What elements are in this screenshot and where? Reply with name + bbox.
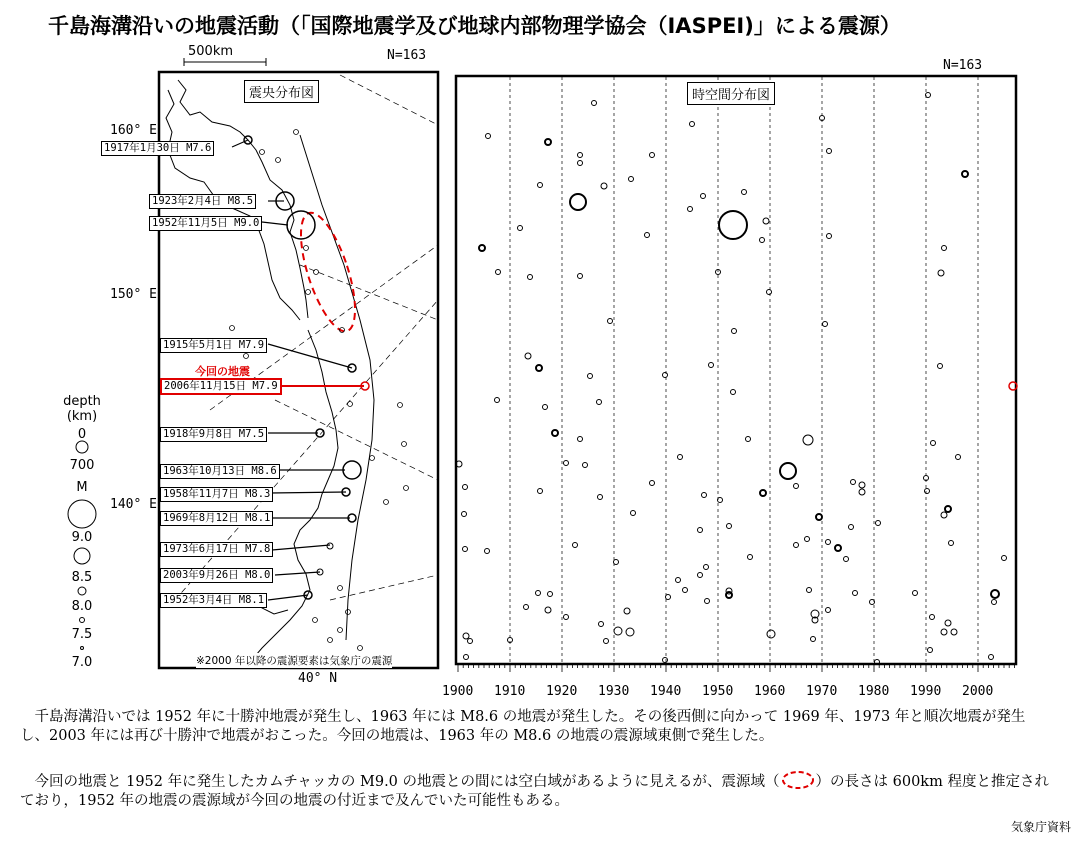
legend-m-85: 8.5 xyxy=(71,570,93,585)
timespace-point xyxy=(678,455,683,460)
description-paragraph-1: 千島海溝沿いでは 1952 年に十勝沖地震が発生し、1963 年には M8.6 の地震が発生した。その後西側に向かって 1969 年、1973 年と順次地震が発生し、2003 年には再び十勝沖で地震がおこった。今回の地震は、1963 年の M8.6 の地震の震源域東側で発生した。 xyxy=(20,709,1026,744)
timespace-point xyxy=(614,560,619,565)
timespace-point xyxy=(650,153,655,158)
timespace-point xyxy=(598,495,603,500)
timespace-point xyxy=(479,245,485,251)
timespace-point xyxy=(767,290,772,295)
timespace-point xyxy=(931,441,936,446)
timespace-point xyxy=(949,541,954,546)
timespace-point xyxy=(538,489,543,494)
timespace-point xyxy=(564,461,569,466)
timespace-point xyxy=(780,463,796,479)
timespace-point xyxy=(698,528,703,533)
leader-lines xyxy=(232,140,352,600)
timespace-point xyxy=(941,512,947,518)
timespace-point xyxy=(564,615,569,620)
timespace-point xyxy=(608,319,613,324)
timespace-point xyxy=(528,275,533,280)
timespace-points xyxy=(456,93,1007,665)
timespace-point xyxy=(849,525,854,530)
timespace-point xyxy=(545,607,551,613)
x-tick-1910: 1910 xyxy=(494,684,526,699)
timespace-point xyxy=(573,543,578,548)
timespace-point xyxy=(604,639,609,644)
timespace-point xyxy=(688,207,693,212)
timespace-point xyxy=(951,629,957,635)
timespace-point xyxy=(1002,556,1007,561)
paragraph-2-part-2: ）の長さは 600km 程度と推定されており，1952 年の地震の震源域が今回の地震の付近まで及んでいた可能性もある。 xyxy=(20,774,1049,809)
figure-title: 千島海溝沿いの地震活動（「国際地震学及び地球内部物理学協会（IASPEI)」による震源） xyxy=(48,14,901,38)
x-tick-1930: 1930 xyxy=(598,684,630,699)
timespace-point xyxy=(495,398,500,403)
timespace-point xyxy=(925,489,930,494)
legend-m-75: 7.5 xyxy=(71,627,93,642)
timespace-point xyxy=(485,549,490,554)
timespace-point xyxy=(805,537,810,542)
event-label: 1973年6月17日 M7.8 xyxy=(160,542,273,557)
timespace-point xyxy=(614,627,622,635)
timespace-point xyxy=(709,363,714,368)
timespace-point xyxy=(578,153,583,158)
legend-depth-unit: (km) xyxy=(66,409,98,424)
timespace-point xyxy=(930,615,935,620)
timespace-point xyxy=(827,234,832,239)
timespace-point xyxy=(705,599,710,604)
timespace-point xyxy=(732,329,737,334)
scale-label: 500km xyxy=(188,44,234,59)
legend-depth xyxy=(55,394,109,424)
x-tick-1900: 1900 xyxy=(442,684,474,699)
timespace-point xyxy=(543,405,548,410)
x-tick-1990: 1990 xyxy=(910,684,942,699)
x-tick-2000: 2000 xyxy=(962,684,994,699)
timespace-point xyxy=(631,511,636,516)
timespace-point xyxy=(913,591,918,596)
current-quake-label: 2006年11月15日 M7.9 xyxy=(160,378,282,395)
event-label: 1969年8月12日 M8.1 xyxy=(160,511,273,526)
timespace-point xyxy=(794,543,799,548)
timespace-point xyxy=(859,489,865,495)
timespace-point xyxy=(626,628,634,636)
lat-label-150: 150° E xyxy=(110,287,157,302)
timespace-point xyxy=(496,270,501,275)
timespace-panel-label: 時空間分布図 xyxy=(687,82,775,105)
timespace-point xyxy=(945,620,951,626)
x-tick-1950: 1950 xyxy=(702,684,734,699)
timespace-point xyxy=(597,400,602,405)
timespace-point xyxy=(719,211,747,239)
timespace-point xyxy=(870,600,875,605)
timespace-point xyxy=(718,498,723,503)
timespace-point xyxy=(989,655,994,660)
timespace-point xyxy=(826,540,831,545)
event-label: 1952年3月4日 M8.1 xyxy=(160,593,267,608)
trench-line xyxy=(300,135,374,640)
event-label: 1917年1月30日 M7.6 xyxy=(101,141,214,156)
timespace-point xyxy=(726,592,732,598)
timespace-point xyxy=(578,161,583,166)
timespace-count: N=163 xyxy=(943,58,983,73)
timespace-point xyxy=(760,238,765,243)
event-label: 1958年11月7日 M8.3 xyxy=(160,487,273,502)
timespace-point xyxy=(767,630,775,638)
event-label: 1918年9月8日 M7.5 xyxy=(160,427,267,442)
timespace-point xyxy=(663,373,668,378)
timespace-point xyxy=(763,218,769,224)
timespace-point xyxy=(683,588,688,593)
timespace-point xyxy=(663,658,668,663)
timespace-point xyxy=(851,480,856,485)
timespace-point xyxy=(676,578,681,583)
lat-label-140: 140° E xyxy=(110,497,157,512)
legend-depth-label: depth xyxy=(63,394,101,409)
timespace-point xyxy=(588,374,593,379)
timespace-point xyxy=(463,485,468,490)
timespace-point xyxy=(823,322,828,327)
timespace-point xyxy=(518,226,523,231)
timespace-point xyxy=(941,629,947,635)
timespace-point xyxy=(746,437,751,442)
description-paragraph-2 xyxy=(20,770,1050,811)
timespace-point xyxy=(548,592,553,597)
timespace-point xyxy=(827,149,832,154)
timespace-point xyxy=(698,573,703,578)
timespace-point xyxy=(727,524,732,529)
timespace-point xyxy=(704,565,709,570)
timespace-point xyxy=(844,557,849,562)
timespace-point xyxy=(748,555,753,560)
timespace-point xyxy=(486,134,491,139)
timespace-point xyxy=(592,101,597,106)
timespace-point xyxy=(578,274,583,279)
scale-bar xyxy=(184,58,266,66)
source-credit: 気象庁資料 xyxy=(1010,820,1071,834)
paragraph-2-part-1: 今回の地震と 1952 年に発生したカムチャッカの M9.0 の地震との間には空白域があるように見えるが、震源域（ xyxy=(20,774,780,790)
timespace-point xyxy=(859,482,865,488)
legend-m-80: 8.0 xyxy=(71,599,93,614)
timespace-point xyxy=(464,655,469,660)
timespace-point xyxy=(794,484,799,489)
timespace-point xyxy=(463,547,468,552)
source-region-symbol xyxy=(780,770,816,790)
timespace-point xyxy=(525,353,531,359)
map-note: ※2000 年以降の震源要素は気象庁の震源 xyxy=(196,655,393,667)
timespace-point xyxy=(807,588,812,593)
legend-depth-700: 700 xyxy=(69,458,95,473)
timespace-point xyxy=(853,591,858,596)
timespace-point xyxy=(463,633,469,639)
timespace-point xyxy=(942,246,947,251)
x-tick-1970: 1970 xyxy=(806,684,838,699)
timespace-point xyxy=(666,595,671,600)
timespace-point xyxy=(702,493,707,498)
current-quake-title: 今回の地震 xyxy=(195,365,250,378)
timespace-point xyxy=(835,545,841,551)
timespace-point xyxy=(760,490,766,496)
event-label: 1923年2月4日 M8.5 xyxy=(149,194,256,209)
legend-m-label: M xyxy=(76,480,88,495)
timespace-point xyxy=(945,506,951,512)
x-tick-1920: 1920 xyxy=(546,684,578,699)
event-label: 2003年9月26日 M8.0 xyxy=(160,568,273,583)
map-panel-label: 震央分布図 xyxy=(244,80,319,103)
timespace-point xyxy=(601,183,607,189)
x-tick-1940: 1940 xyxy=(650,684,682,699)
timespace-point xyxy=(742,190,747,195)
timespace-point xyxy=(816,514,822,520)
timespace-point xyxy=(876,521,881,526)
timespace-point xyxy=(570,194,586,210)
timespace-point xyxy=(938,270,944,276)
timespace-point xyxy=(624,608,630,614)
timespace-point xyxy=(826,608,831,613)
timespace-point xyxy=(462,512,467,517)
timespace-point xyxy=(583,463,588,468)
timespace-point xyxy=(629,177,634,182)
timespace-point xyxy=(690,122,695,127)
x-tick-1980: 1980 xyxy=(858,684,890,699)
timespace-point xyxy=(701,194,706,199)
lat-label-160: 160° E xyxy=(110,123,157,138)
timespace-point xyxy=(645,233,650,238)
timespace-point xyxy=(599,622,604,627)
event-label: 1963年10月13日 M8.6 xyxy=(160,464,280,479)
timespace-point xyxy=(992,600,997,605)
lon-label-40: 40° N xyxy=(298,671,338,686)
timespace-point xyxy=(545,139,551,145)
timespace-point xyxy=(928,648,933,653)
decade-gridlines xyxy=(510,77,978,663)
timespace-point xyxy=(538,183,543,188)
timespace-point xyxy=(552,430,558,436)
event-label: 1915年5月1日 M7.9 xyxy=(160,338,267,353)
timespace-point xyxy=(650,481,655,486)
timespace-point xyxy=(956,455,961,460)
timespace-point xyxy=(536,365,542,371)
x-tick-1960: 1960 xyxy=(754,684,786,699)
timespace-point xyxy=(803,435,813,445)
timespace-point xyxy=(536,591,541,596)
timespace-point xyxy=(938,364,943,369)
timespace-point xyxy=(962,171,968,177)
legend-m-70: 7.0 xyxy=(71,655,93,670)
map-count: N=163 xyxy=(387,48,427,63)
timespace-point xyxy=(524,605,529,610)
timespace-point xyxy=(578,437,583,442)
timespace-point xyxy=(991,590,999,598)
legend-depth-0: 0 xyxy=(77,427,87,442)
event-label: 1952年11月5日 M9.0 xyxy=(149,216,262,231)
timespace-point xyxy=(468,639,473,644)
timespace-point xyxy=(731,390,736,395)
timespace-point xyxy=(811,637,816,642)
legend-m-90: 9.0 xyxy=(71,530,93,545)
